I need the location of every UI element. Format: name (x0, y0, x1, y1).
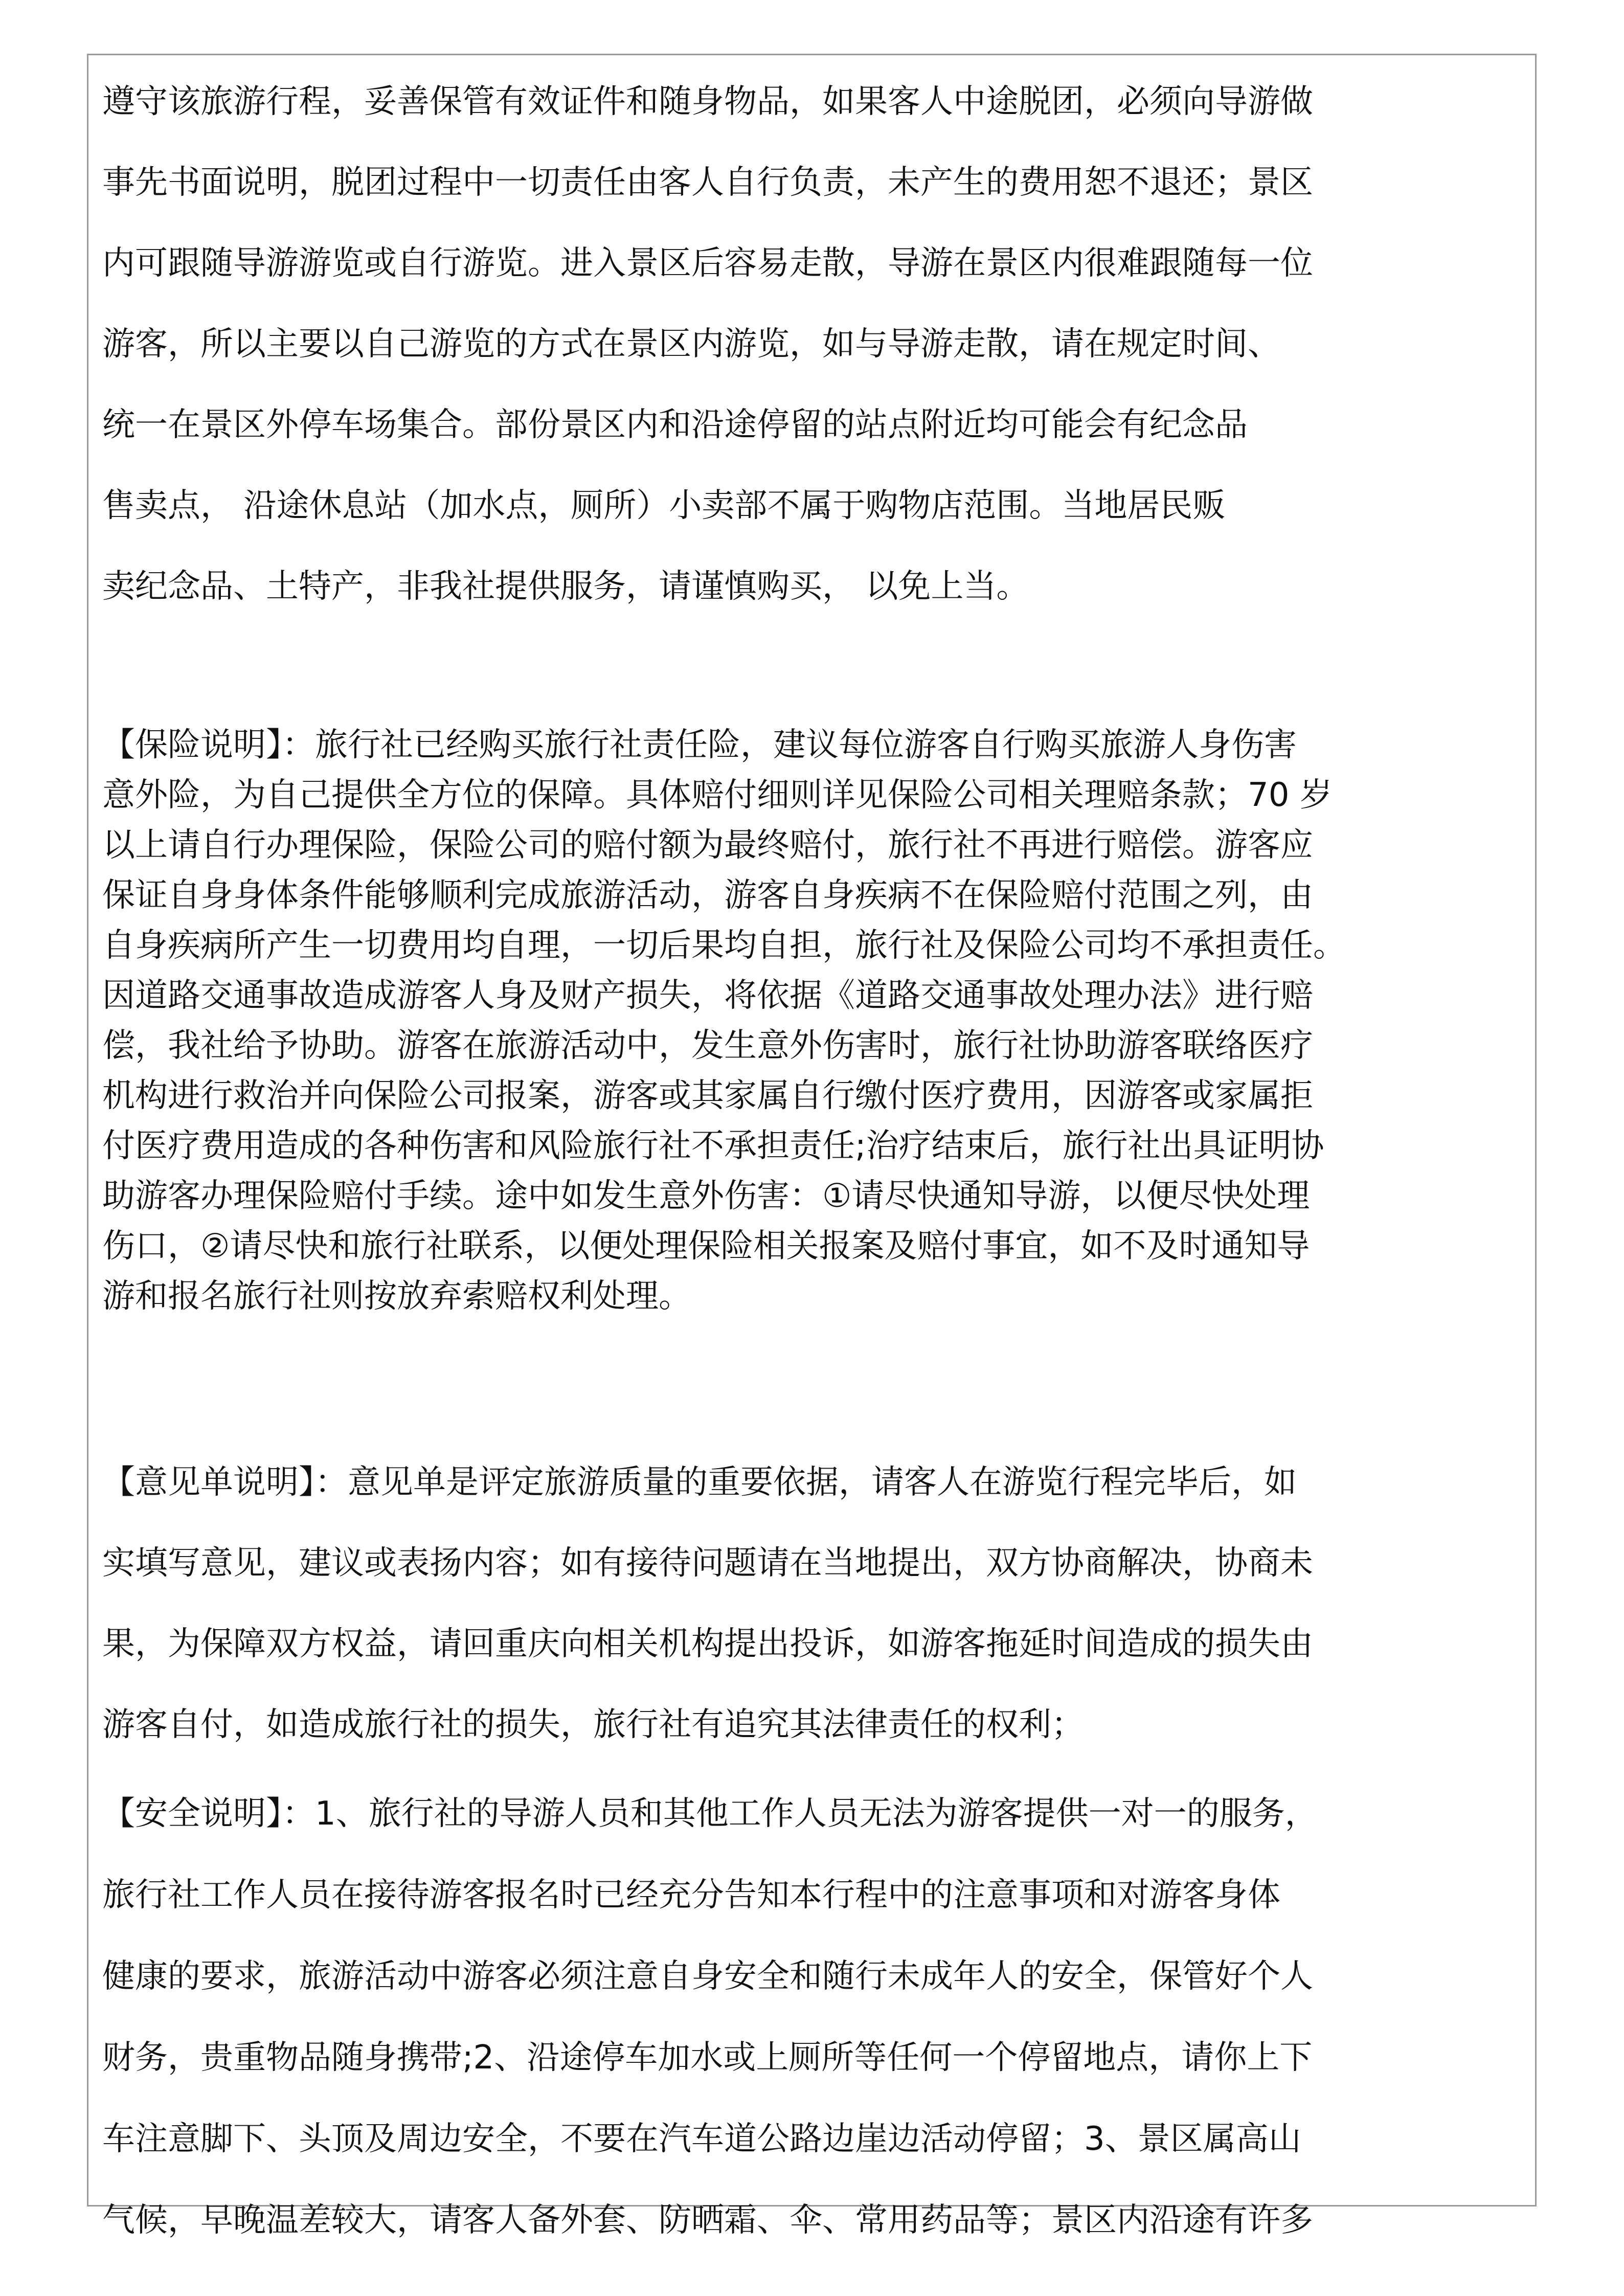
feedback-form-section (102, 1442, 1535, 1765)
text-line: 因道路交通事故造成游客人身及财产损失，将依据《道路交通事故处理办法》进行赔 (102, 977, 1313, 1015)
text-line: 气候，早晚温差较大，请客人备外套、防晒霜、伞、常用药品等；景区内沿途有许多 (102, 2201, 1313, 2239)
text-line: 遵守该旅游行程，妥善保管有效证件和随身物品，如果客人中途脱团，必须向导游做 (102, 83, 1313, 121)
text-line: 游和报名旅行社则按放弃索赔权利处理。 (102, 1277, 691, 1315)
text-line: 偿，我社给予协助。游客在旅游活动中，发生意外伤害时，旅行社协助游客联络医疗 (102, 1027, 1313, 1065)
text-line: 车注意脚下、头顶及周边安全，不要在汽车道公路边崖边活动停留；3、景区属高山 (102, 2120, 1301, 2158)
text-line: 【保险说明】：旅行社已经购买旅行社责任险，建议每位游客自行购买旅游人身伤害 (102, 726, 1297, 764)
itinerary-notice-paragraph (102, 61, 1535, 627)
text-line: 意外险，为自己提供全方位的保障。具体赔付细则详见保险公司相关理赔条款；70 岁 (102, 776, 1333, 814)
text-line: 机构进行救治并向保险公司报案，游客或其家属自行缴付医疗费用，因游客或家属拒 (102, 1077, 1313, 1115)
text-line: 果，为保障双方权益，请回重庆向相关机构提出投诉，如游客拖延时间造成的损失由 (102, 1625, 1313, 1663)
text-line: 自身疾病所产生一切费用均自理，一切后果均自担，旅行社及保险公司均不承担责任。 (102, 927, 1346, 964)
text-line: 健康的要求，旅游活动中游客必须注意自身安全和随行未成年人的安全，保管好个人 (102, 1957, 1313, 1995)
document-frame (87, 54, 1537, 2239)
text-line: 卖纪念品、土特产，非我社提供服务，请谨慎购买， 以免上当。 (102, 568, 1029, 605)
text-line: 伤口，②请尽快和旅行社联系，以便处理保险相关报案及赔付事宜，如不及时通知导 (102, 1227, 1310, 1265)
text-line: 实填写意见，建议或表扬内容；如有接待问题请在当地提出，双方协商解决，协商未 (102, 1544, 1313, 1582)
text-line: 事先书面说明，脱团过程中一切责任由客人自行负责，未产生的费用恕不退还；景区 (102, 164, 1313, 201)
text-line: 保证自身身体条件能够顺利完成旅游活动，游客自身疾病不在保险赔付范围之列，由 (102, 876, 1313, 914)
text-line: 内可跟随导游游览或自行游览。进入景区后容易走散，导游在景区内很难跟随每一位 (102, 244, 1313, 282)
text-line: 统一在景区外停车场集合。部份景区内和沿途停留的站点附近均可能会有纪念品 (102, 406, 1248, 444)
text-line: 以上请自行办理保险，保险公司的赔付额为最终赔付，旅行社不再进行赔偿。游客应 (102, 826, 1313, 864)
text-line: 助游客办理保险赔付手续。途中如发生意外伤害：①请尽快通知导游，以便尽快处理 (102, 1177, 1310, 1215)
text-line: 游客自付，如造成旅行社的损失，旅行社有追究其法律责任的权利； (102, 1706, 1084, 1744)
text-line: 游客，所以主要以自己游览的方式在景区内游览，如与导游走散，请在规定时间、 (102, 325, 1280, 363)
text-line: 付医疗费用造成的各种伤害和风险旅行社不承担责任;治疗结束后，旅行社出具证明协 (102, 1127, 1324, 1165)
insurance-section (102, 720, 1535, 1321)
text-line: 【意见单说明】：意见单是评定旅游质量的重要依据，请客人在游览行程完毕后，如 (102, 1464, 1297, 1501)
text-line: 财务，贵重物品随身携带;2、沿途停车加水或上厕所等任何一个停留地点，请你上下 (102, 2039, 1313, 2077)
safety-section (102, 1773, 1535, 2261)
text-line: 旅行社工作人员在接待游客报名时已经充分告知本行程中的注意事项和对游客身体 (102, 1876, 1280, 1914)
text-line: 售卖点， 沿途休息站（加水点，厕所）小卖部不属于购物店范围。当地居民贩 (102, 487, 1226, 525)
text-line: 【安全说明】：1、旅行社的导游人员和其他工作人员无法为游客提供一对一的服务， (102, 1795, 1318, 1833)
